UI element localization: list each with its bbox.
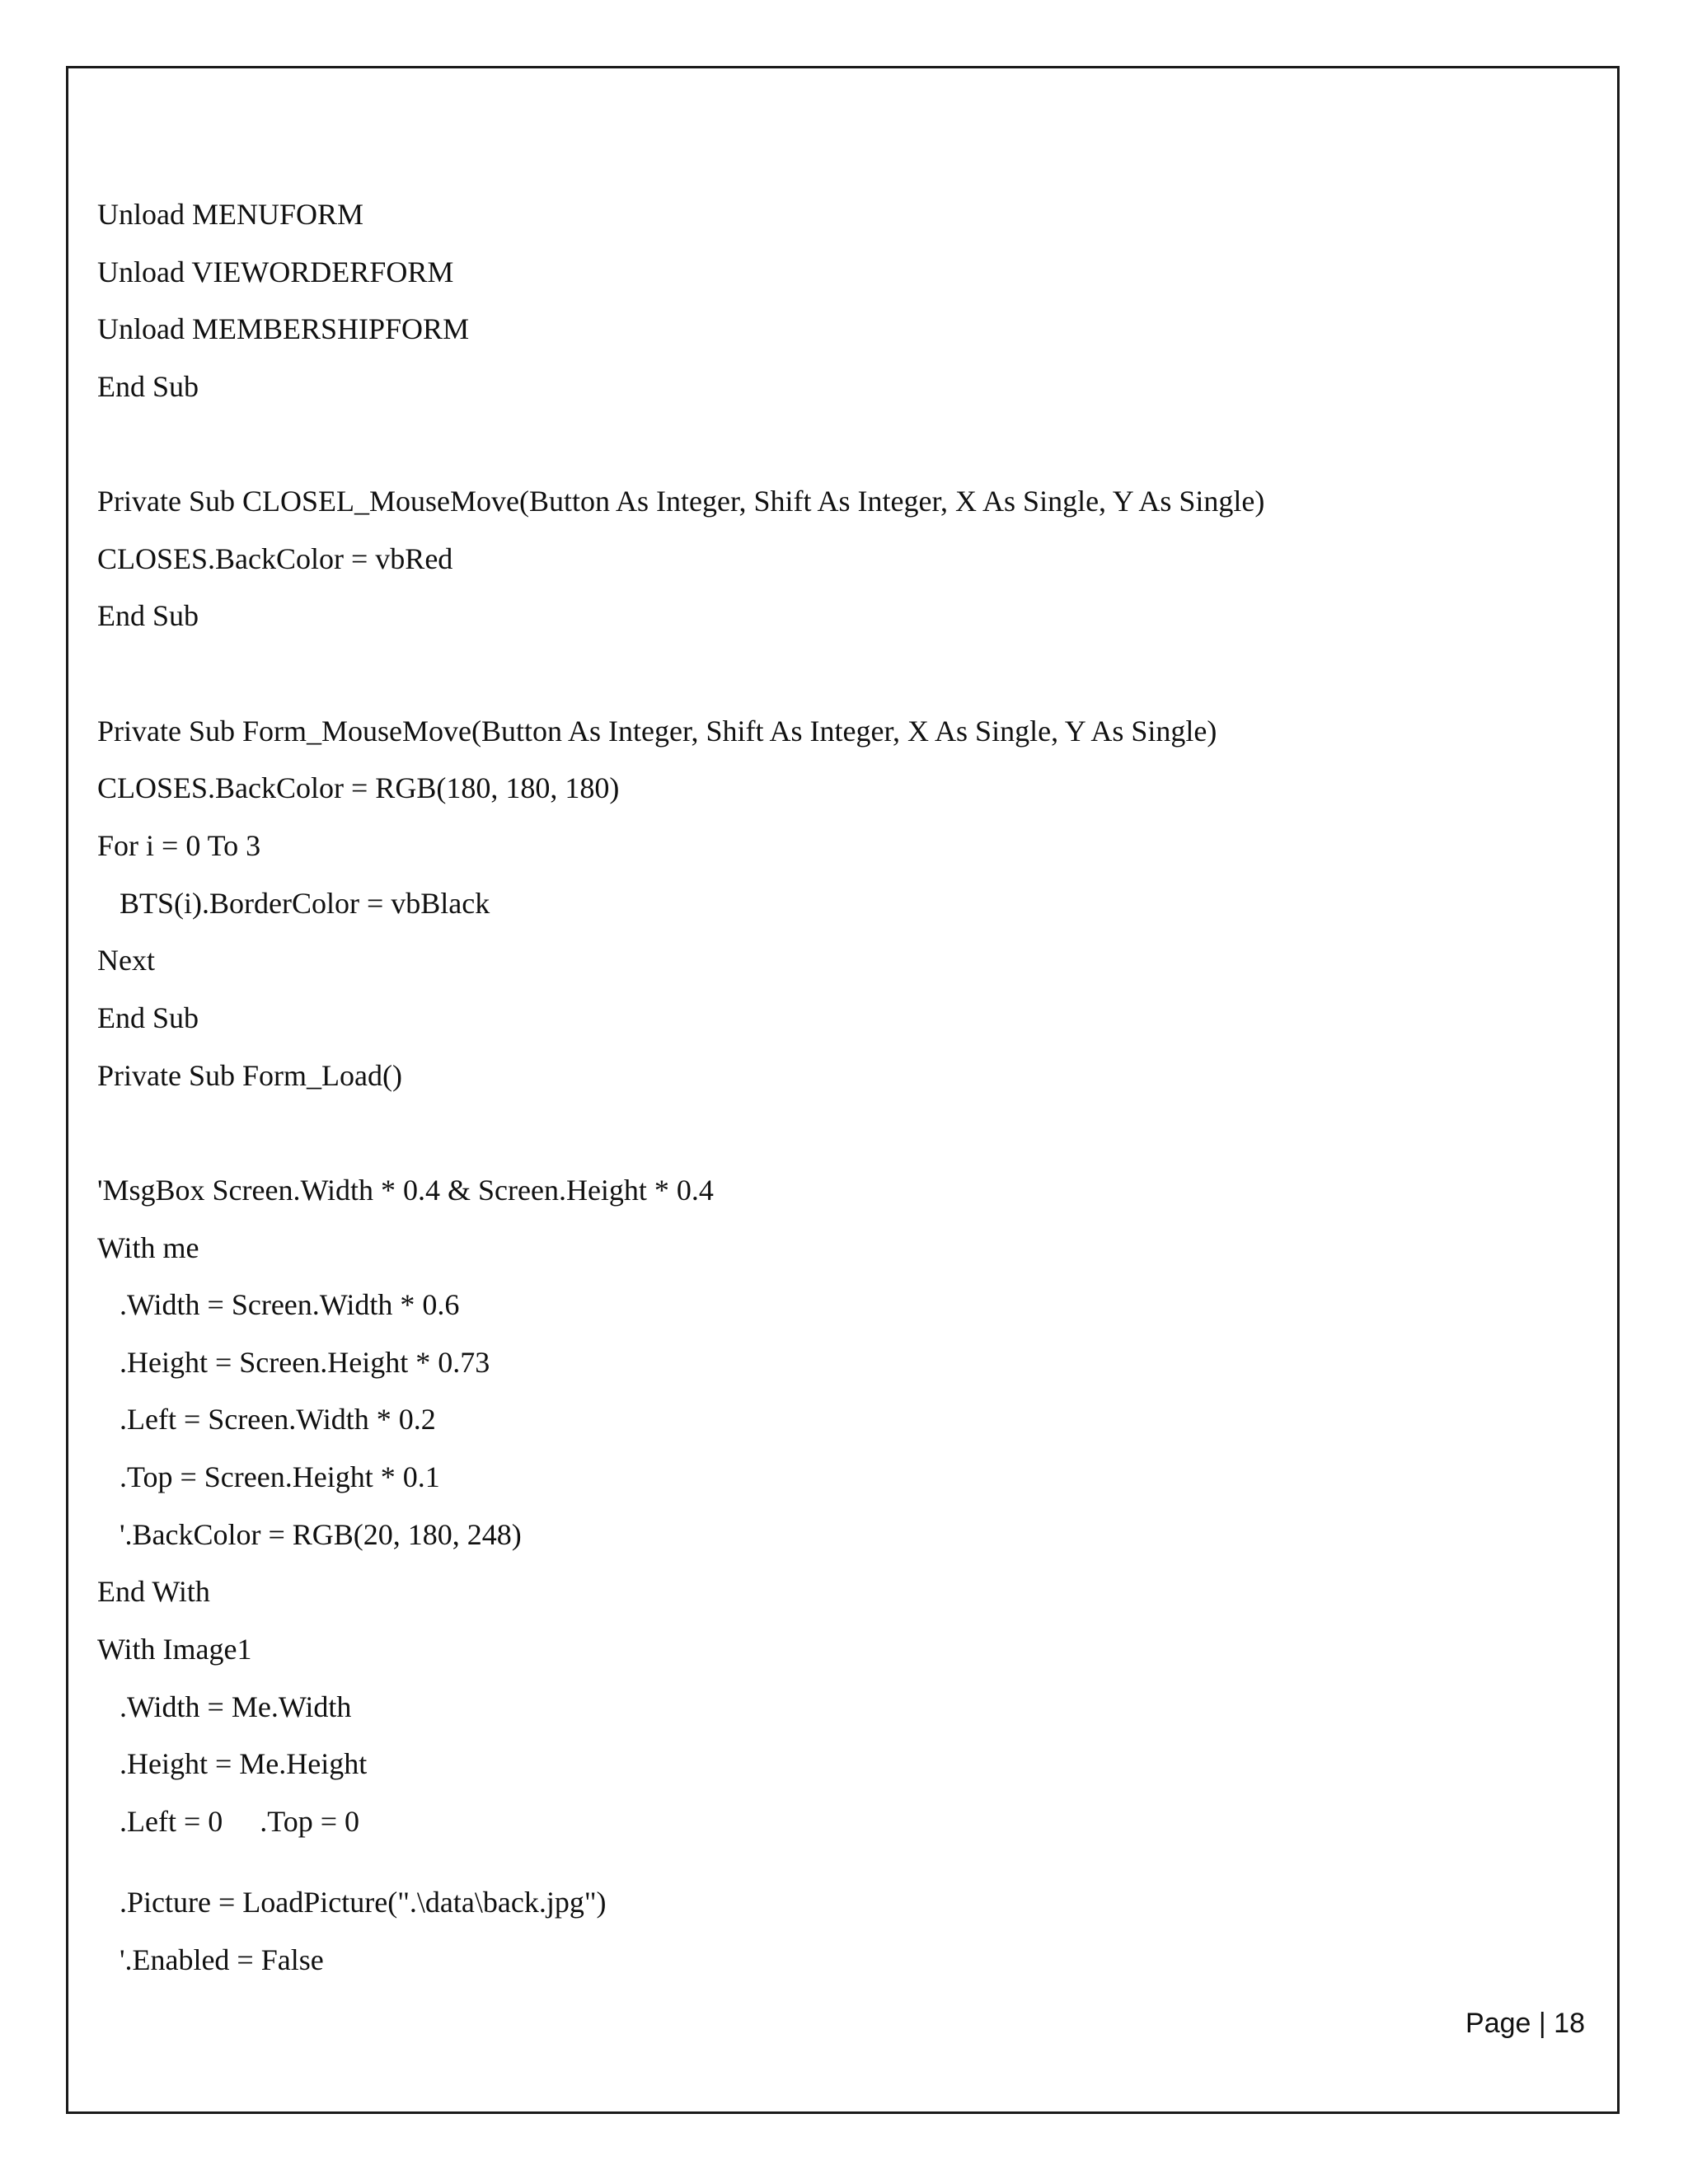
- code-line: .Height = Me.Height: [97, 1747, 368, 1780]
- code-line: CLOSES.BackColor = RGB(180, 180, 180): [97, 771, 620, 804]
- code-line: .Top = Screen.Height * 0.1: [97, 1460, 440, 1493]
- code-line: Private Sub Form_MouseMove(Button As Integer, Shift As Integer, X As Single, Y As Single): [97, 715, 1217, 748]
- code-line: Unload MENUFORM: [97, 198, 364, 231]
- code-line: .Width = Me.Width: [97, 1690, 352, 1723]
- code-line: '.Enabled = False: [97, 1943, 324, 1976]
- code-line: .Width = Screen.Width * 0.6: [97, 1288, 460, 1321]
- code-line: Private Sub Form_Load(): [97, 1059, 402, 1092]
- code-line: 'MsgBox Screen.Width * 0.4 & Screen.Height * 0.4: [97, 1174, 714, 1207]
- code-line: CLOSES.BackColor = vbRed: [97, 542, 453, 575]
- code-line: .Picture = LoadPicture(".\data\back.jpg"): [97, 1886, 607, 1919]
- code-line: Unload MEMBERSHIPFORM: [97, 312, 470, 345]
- code-line: Unload VIEWORDERFORM: [97, 255, 454, 288]
- code-line: End Sub: [97, 370, 199, 403]
- code-line: With Image1: [97, 1633, 252, 1666]
- code-line: Next: [97, 944, 155, 977]
- code-line: For i = 0 To 3: [97, 829, 261, 862]
- code-line: .Left = 0 .Top = 0: [97, 1805, 360, 1838]
- page-number: Page | 18: [1465, 2008, 1585, 2039]
- code-line: BTS(i).BorderColor = vbBlack: [97, 887, 490, 920]
- code-line: .Height = Screen.Height * 0.73: [97, 1346, 490, 1379]
- code-line: '.BackColor = RGB(20, 180, 248): [97, 1518, 522, 1551]
- code-line: With me: [97, 1231, 199, 1264]
- code-line: End Sub: [97, 1001, 199, 1034]
- code-line: Private Sub CLOSEL_MouseMove(Button As Integer, Shift As Integer, X As Single, Y As Single): [97, 485, 1265, 518]
- code-line: End Sub: [97, 599, 199, 632]
- code-line: .Left = Screen.Width * 0.2: [97, 1403, 436, 1436]
- code-line: End With: [97, 1575, 210, 1608]
